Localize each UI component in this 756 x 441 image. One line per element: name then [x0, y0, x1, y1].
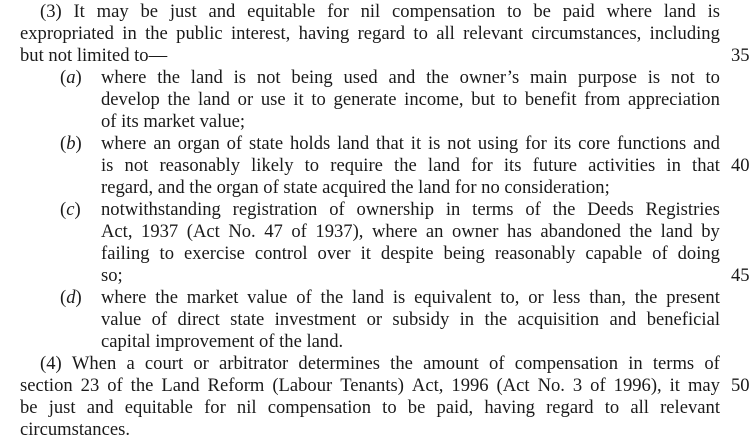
word: the [390, 353, 413, 374]
word: determines [298, 353, 380, 374]
word: subsidy [392, 309, 450, 330]
word: a [126, 353, 135, 374]
word: ownership [356, 199, 435, 220]
word: using [477, 133, 519, 154]
word: all [436, 23, 455, 44]
word: be [533, 1, 551, 22]
word: paid [562, 1, 595, 22]
word: to, [500, 287, 520, 308]
word: but [471, 89, 496, 110]
word: notwithstanding [101, 199, 221, 220]
word: to [159, 243, 174, 264]
word: registration [232, 199, 318, 220]
word: to [502, 89, 518, 110]
word: land [660, 221, 693, 242]
word: likely [251, 155, 294, 176]
word: 1937), [315, 221, 364, 242]
word: over [317, 243, 351, 264]
word: generate [333, 89, 397, 110]
item-c-line-1 [101, 199, 720, 221]
word: is [707, 1, 720, 22]
word: the [552, 199, 576, 220]
word: of [525, 199, 541, 220]
word: the [484, 309, 508, 330]
word: equitable [247, 1, 316, 22]
word: is [233, 67, 247, 88]
word: Act, [411, 375, 444, 396]
word: it [293, 89, 304, 110]
line-number-50: 50 [731, 375, 750, 396]
word: to [705, 67, 720, 88]
word: to [413, 23, 428, 44]
word: land [352, 287, 385, 308]
item-a-line-2 [101, 89, 720, 111]
word: is [428, 133, 441, 154]
word: may [687, 375, 720, 396]
word: where [606, 1, 652, 22]
word: capable [585, 243, 643, 264]
word: 3 [572, 375, 583, 396]
word: from [584, 89, 621, 110]
word: Land [161, 375, 200, 396]
para4-line-4: circumstances. [20, 419, 130, 440]
word: terms [652, 353, 695, 374]
word: abandoned [540, 221, 621, 242]
word: not [256, 67, 281, 88]
word: (Act [496, 375, 530, 396]
word: in [459, 309, 475, 330]
word: it [360, 243, 371, 264]
word: of [489, 353, 505, 374]
word: (Labour [272, 375, 333, 396]
line-number-45: 45 [731, 265, 750, 286]
word: land [190, 67, 223, 88]
word: being [443, 243, 485, 264]
word: Tenants) [340, 375, 404, 396]
word: reasonably [494, 243, 576, 264]
word: develop [101, 89, 160, 110]
word: its [503, 155, 522, 176]
word: No. [537, 375, 565, 396]
word: to [311, 89, 326, 110]
word: is [392, 287, 406, 308]
word: for [327, 1, 349, 22]
word: value [101, 309, 142, 330]
word: land [337, 133, 370, 154]
word: owner’s [459, 67, 520, 88]
word: the [634, 287, 658, 308]
line-number-40: 40 [731, 155, 750, 176]
word: 1996), [613, 375, 662, 396]
word: it [410, 133, 422, 154]
word: not [447, 133, 472, 154]
word: direct [177, 309, 220, 330]
word: value [247, 287, 288, 308]
item-c-label: (c) [60, 199, 81, 220]
item-d-line-2 [101, 309, 720, 331]
word: for [525, 133, 547, 154]
word: or [528, 287, 544, 308]
word: the [130, 375, 154, 396]
word: compensation [514, 353, 618, 374]
word: just [48, 397, 76, 418]
item-d-line-1 [101, 287, 720, 309]
word: circumstances, [531, 23, 642, 44]
item-c-line-4: so; [101, 265, 123, 286]
item-b-label: (b) [60, 133, 82, 154]
word: the [629, 221, 653, 242]
word: having [484, 397, 535, 418]
item-c-line-3 [101, 243, 720, 265]
word: Act, [101, 221, 133, 242]
word: despite [380, 243, 434, 264]
para3-line-2 [20, 23, 720, 45]
word: exercise [183, 243, 245, 264]
item-c-line-2 [101, 221, 720, 243]
word: state [249, 133, 284, 154]
word: (Act [186, 221, 220, 242]
item-b-line-2 [101, 155, 720, 177]
word: core [578, 133, 611, 154]
para3-line-3: but not limited to— [20, 45, 168, 66]
word: by [701, 221, 720, 242]
word: being [291, 67, 333, 88]
word: just [169, 1, 197, 22]
word: is [647, 67, 661, 88]
word: and [388, 67, 416, 88]
word: of [107, 375, 123, 396]
word: section [20, 375, 73, 396]
word: the [426, 67, 449, 88]
word: purpose [578, 67, 637, 88]
word: for [471, 155, 493, 176]
word: (3) [40, 1, 62, 22]
word: public [176, 23, 223, 44]
item-a-label: (a) [60, 67, 82, 88]
word: or [237, 89, 254, 110]
word: It [73, 1, 85, 22]
word: has [507, 221, 532, 242]
word: to [382, 397, 397, 418]
word: failing [101, 243, 150, 264]
word: that [376, 133, 404, 154]
word: in [445, 199, 461, 220]
word: 23 [80, 375, 100, 396]
word: including [649, 23, 720, 44]
word: used [343, 67, 378, 88]
word: main [530, 67, 568, 88]
word: or [366, 309, 383, 330]
word: and [208, 1, 236, 22]
word: may [96, 1, 129, 22]
para3-line-1 [40, 1, 720, 23]
word: not [124, 155, 149, 176]
word: expropriated [20, 23, 114, 44]
word: of [704, 353, 720, 374]
word: relevant [660, 397, 720, 418]
word: an [153, 133, 171, 154]
word: require [330, 155, 383, 176]
word: market [186, 287, 239, 308]
word: No. [228, 221, 256, 242]
word: owner [452, 221, 499, 242]
word: reasonably [159, 155, 240, 176]
word: paid, [436, 397, 474, 418]
word: amount [423, 353, 479, 374]
item-b-line-3: regard, and the organ of state acquired the land for no consideration; [101, 177, 610, 198]
word: having [298, 23, 350, 44]
word: where [101, 67, 147, 88]
item-a-line-1 [101, 67, 720, 89]
word: nil [236, 397, 257, 418]
word: holds [289, 133, 331, 154]
word: compensation [392, 1, 496, 22]
word: land [197, 89, 230, 110]
word: 1996 [451, 375, 489, 396]
word: than, [589, 287, 626, 308]
word: is [101, 155, 114, 176]
word: it [669, 375, 680, 396]
word: Registries [645, 199, 720, 220]
word: to [604, 397, 620, 418]
word: that [692, 155, 720, 176]
word: 47 [264, 221, 283, 242]
word: beneficial [646, 309, 720, 330]
para4-line-3 [20, 397, 720, 419]
word: and [693, 133, 720, 154]
word: for [204, 397, 226, 418]
word: all [630, 397, 649, 418]
word: of [652, 243, 668, 264]
word: regard [546, 397, 594, 418]
word: and [609, 309, 637, 330]
word: functions [616, 133, 687, 154]
word: state [230, 309, 265, 330]
word: benefit [524, 89, 577, 110]
word: relevant [463, 23, 524, 44]
word: to [507, 1, 522, 22]
para4-line-2 [20, 375, 720, 397]
word: where [101, 287, 147, 308]
word: in [122, 23, 137, 44]
word: the [167, 89, 191, 110]
word: income, [404, 89, 464, 110]
word: future [532, 155, 578, 176]
word: where [101, 133, 147, 154]
word: activities [588, 155, 656, 176]
word: land [427, 155, 460, 176]
word: be [407, 397, 426, 418]
word: land [663, 1, 696, 22]
word: terms [472, 199, 514, 220]
word: of [296, 287, 312, 308]
word: use [260, 89, 286, 110]
word: an [425, 221, 444, 242]
word: equitable [124, 397, 193, 418]
word: arbitrator [219, 353, 289, 374]
word: not [670, 67, 695, 88]
word: doing [677, 243, 720, 264]
word: in [666, 155, 681, 176]
word: acquisition [517, 309, 600, 330]
word: When [71, 353, 117, 374]
word: the [394, 155, 417, 176]
item-d-label: (d) [60, 287, 82, 308]
word: Reform [207, 375, 265, 396]
word: Deeds [587, 199, 634, 220]
word: the [157, 67, 180, 88]
word: of [291, 221, 307, 242]
word: in [628, 353, 643, 374]
word: compensation [267, 397, 371, 418]
word: be [20, 397, 38, 418]
word: appreciation [628, 89, 720, 110]
word: nil [360, 1, 381, 22]
word: control [254, 243, 308, 264]
item-d-line-3: capital improvement of the land. [101, 331, 344, 352]
word: regard [357, 23, 406, 44]
word: where [371, 221, 418, 242]
word: of [226, 133, 243, 154]
para4-line-1 [40, 353, 720, 375]
word: (4) [40, 353, 62, 374]
word: equivalent [414, 287, 492, 308]
word: its [553, 133, 572, 154]
word: 1937 [141, 221, 179, 242]
word: and [86, 397, 114, 418]
word: interest, [230, 23, 291, 44]
word: the [320, 287, 344, 308]
word: of [329, 199, 345, 220]
word: less [552, 287, 581, 308]
word: or [193, 353, 209, 374]
word: present [666, 287, 720, 308]
word: organ [177, 133, 220, 154]
word: court [144, 353, 184, 374]
line-number-35: 35 [731, 45, 750, 66]
word: investment [274, 309, 357, 330]
word: of [590, 375, 606, 396]
word: be [140, 1, 159, 22]
word: the [145, 23, 168, 44]
item-b-line-1 [101, 133, 720, 155]
word: the [155, 287, 178, 308]
item-a-line-3: of its market value; [101, 111, 246, 132]
word: to [304, 155, 320, 176]
word: of [151, 309, 168, 330]
